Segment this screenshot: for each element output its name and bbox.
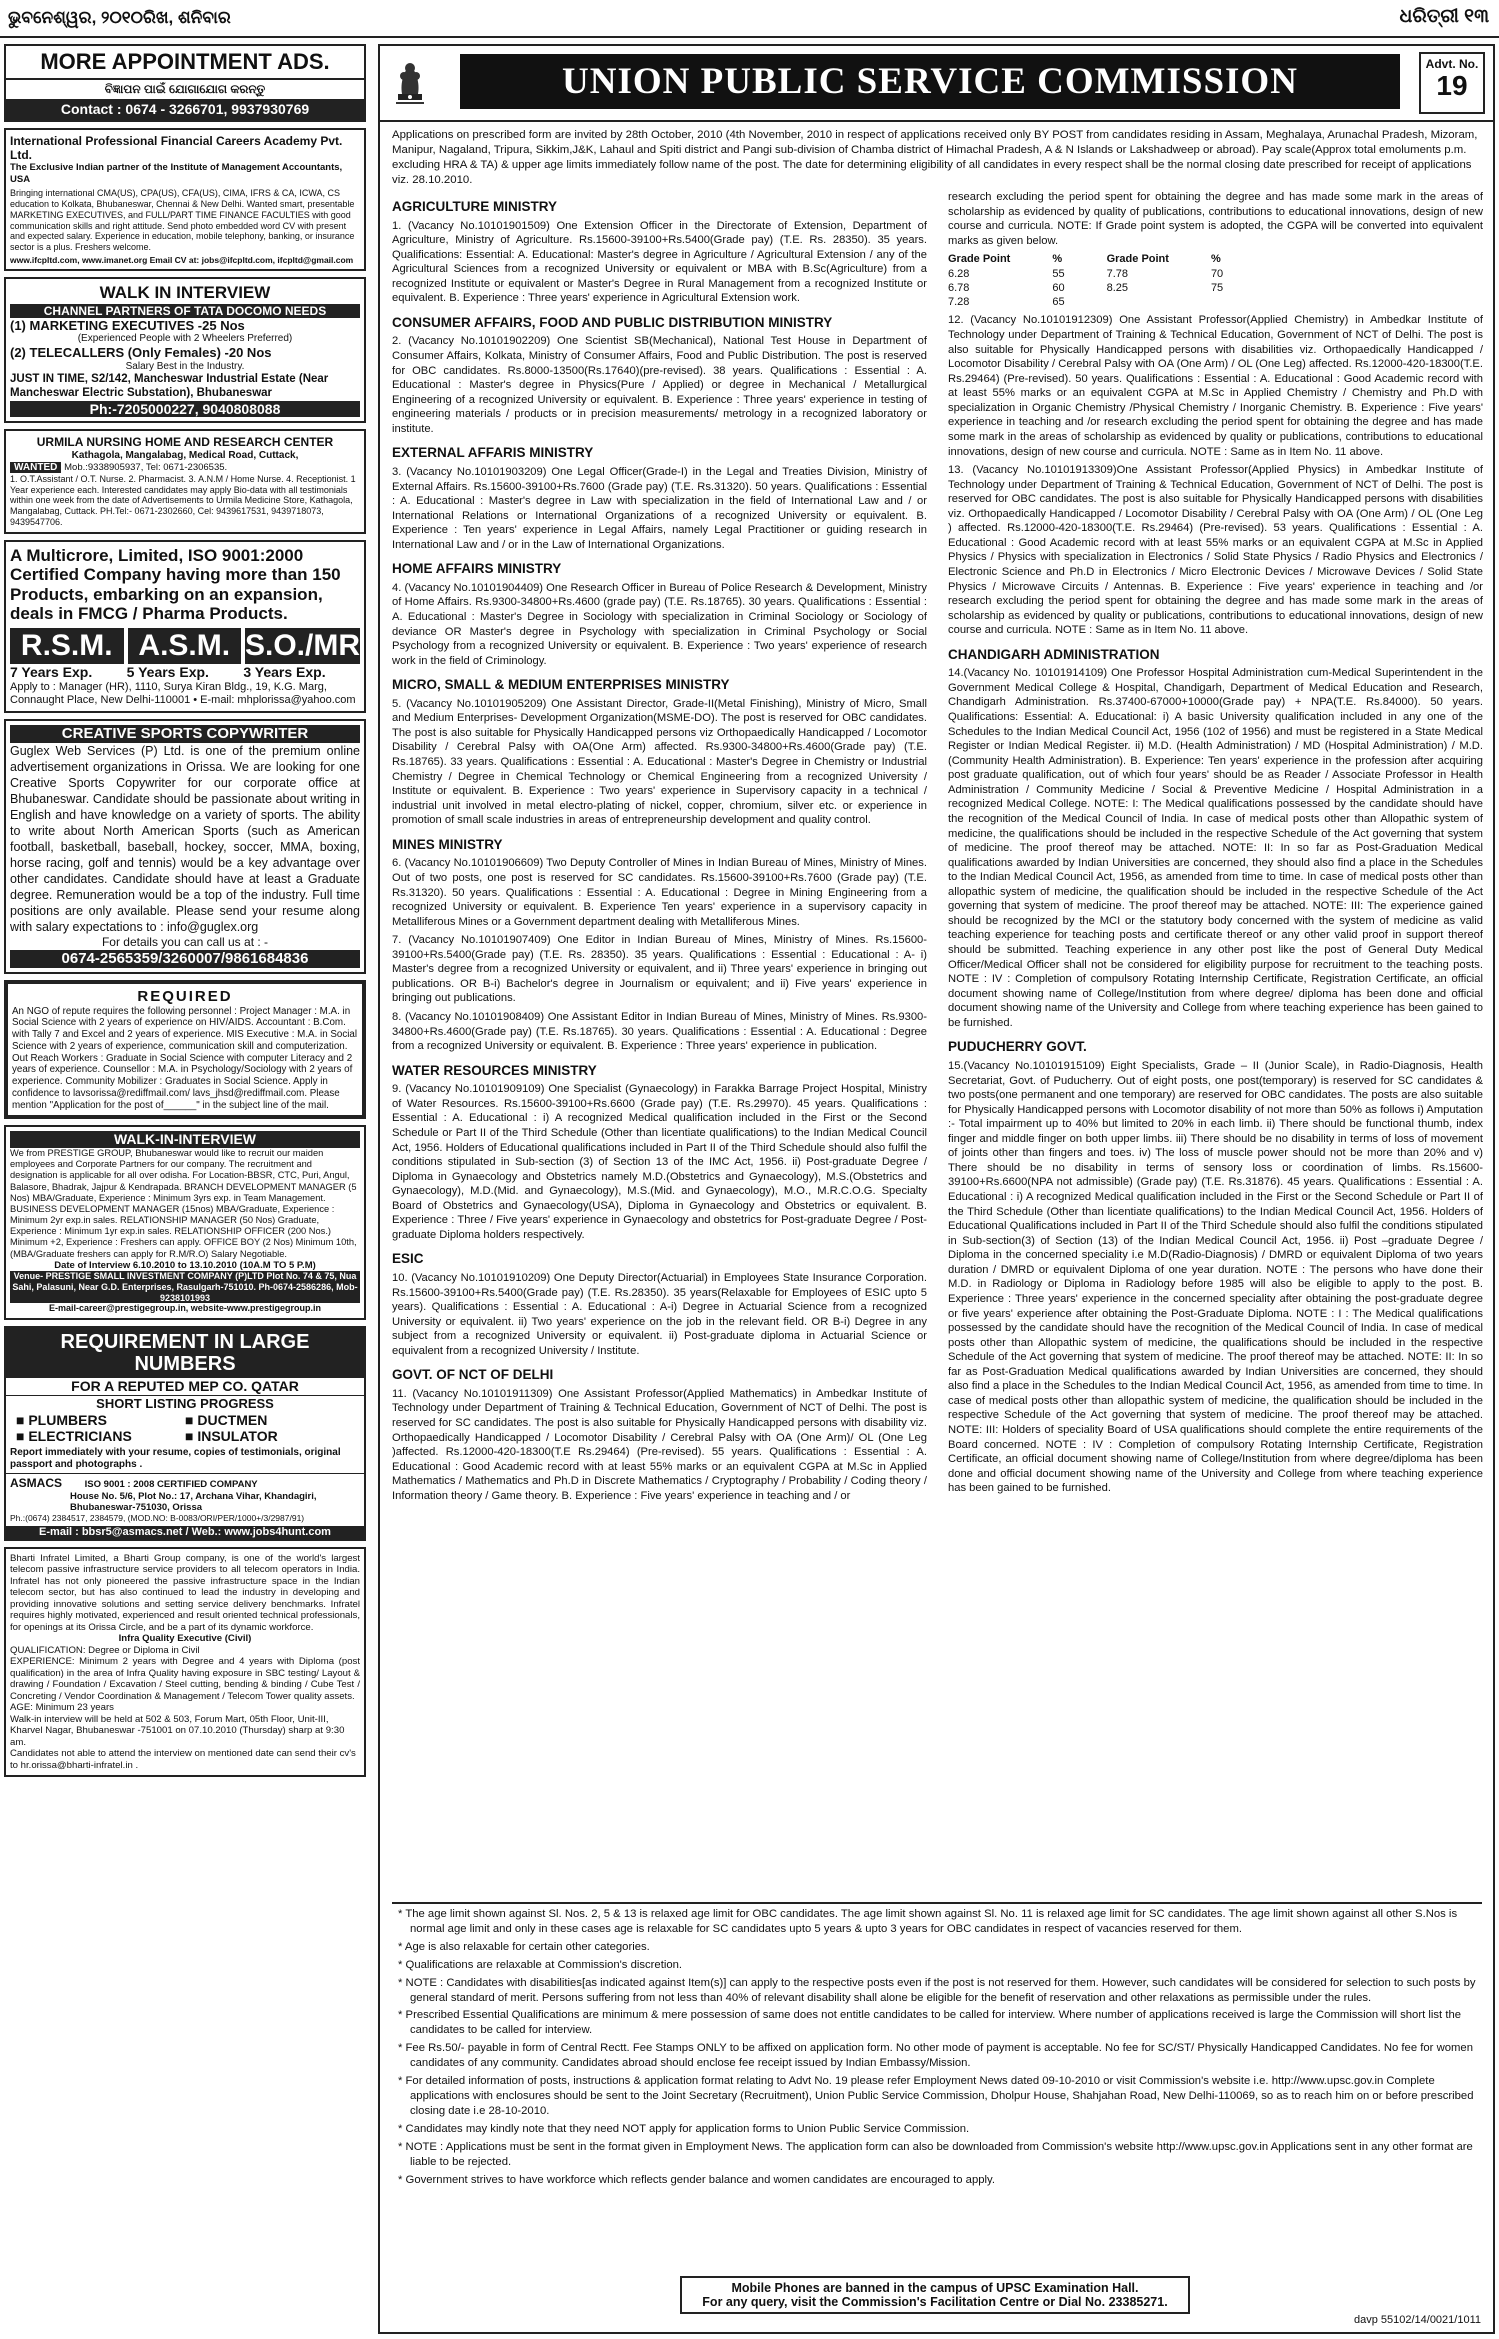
col2-vacancy-item: 13. (Vacancy No.10101913309)One Assistant Professor(Applied Physics) in Ambedkar Institute of Technology under Department of Training & Technical Education, Government of NCT of Delhi. The post is reserved for OBC candidates. The post is also suitable for Physically Handicapped persons with disabilities viz. Orthopaedically Handicapped / Locomotor Disability / Cerebral Palsy with OA (One Arm) / OL (One Leg ) affected. Rs.12000-420-18300(T.E. Rs.29464) (Pre-revised). 53 years. Qualifications : Essential : A. Educational : Good Academic record with at least 55% marks or an equivalent CGPA at M.Sc in Applied Physics / Physics with specialization in Electronics / Solid State Physics / Radio Physics and Electronics / Electronic Science and Ph.D in Electronics / Micro Electronic Devices / Microwave Devices / Solid State Physics / Microwave Circuits / Antennas. B. Experience : Five years' experience in teaching and /or research excluding the period spent for obtaining the degree and has made some mark in the areas of scholarship as evidenced by quality or publications, contributions to educational innovations, design of new course and curricula. NOTE : Same as in Item No. 11 above. [948,464,1483,637]
bharti-role: Infra Quality Executive (Civil) [118,1633,252,1645]
ipfc-title: International Professional Financial Careers Academy Pvt. Ltd. [10,133,343,162]
footer-line-1: Mobile Phones are banned in the campus of UPSC Examination Hall. [731,2281,1139,2295]
table-row [948,281,1265,295]
prestige-venue: Venue- PRESTIGE SMALL INVESTMENT COMPANY (P)LTD Plot No. 74 & 75, Nua Sahi, Palasuni, Near G.D. Enterprises, Rasulgarh-751010. Ph-0674-2586286, Mob-9238101993 [10,1271,360,1303]
mep-note: Report immediately with your resume, copies of testimonials, original passport and photographs . [10,1447,341,1471]
bharti-ad [4,1547,366,1778]
tata-l3: JUST IN TIME, S2/142, Mancheswar Industrial Estate (Near Mancheswar Electric Substation), Bhubaneswar [10,373,329,399]
advt-number-box [1419,52,1485,114]
guglex-phone: 0674-2565359/3260007/9861684836 [10,950,360,968]
bharti-mail: Candidates not able to attend the interview on mentioned date can send their cv's to hr.orissa@bharti-infratel.in . [10,1748,356,1771]
note-item: * Government strives to have workforce which reflects gender balance and women candidates are encouraged to apply. [398,2173,995,2186]
col1-section-heading: MINES MINISTRY [392,836,503,852]
col2-section-heading: CHANDIGARH ADMINISTRATION [948,646,1160,662]
ngo-head: REQUIRED [137,987,233,1005]
col1-vacancy-item: 9. (Vacancy No.10101909109) One Specialist (Gynaecology) in Farakka Barrage Project Hospital, Ministry of Water Resources. Rs.15600-39100+Rs.6600 (Grade pay) (T.E. Rs.29970). 45 years. Qualifications : Essential : A. Educational : i) A recognized Medical qualification included in the First or the Second Schedule or Part II of the Third Schedule (Other than licentiate qualifications) to the Indian Medical Council Act, 1956. Holders of Educational qualifications included in Part II of the Third Schedule should also fulfil the conditions stipulated in Sub-section (3) of Section 13 of the IMC Act, 1956. ii) Post-graduate Degree / Diploma in Gynaecology and Obstetrics namely M.D.(Obstetrics and Gynaecology), M.S.(Obstetrics and Gynaecology), M.D.(Mid. and Gynaecology), M.S.(Mid. and Gynaecology), M.O., M.R.C.O.G. Specialty Board of Obstetrics and Gynaecology(USA), Diploma in Gynaecology and Obstetrics or equivalent. B. Experience : Three / Five years' experience in Gynaecology and obstetrics for Post-graduate Degree / Post-graduate Diploma holders respectively. [392,1083,927,1241]
col1-vacancy-item: 4. (Vacancy No.10101904409) One Research Officer in Bureau of Police Research & Development, Ministry of Home Affairs. Rs.9300-34800+Rs.4600 (grade pay) (T.E. Rs.18765). 30 years. Qualifications : Essential : A. Educational : Master's Degree in Sociology with specialization in Criminal Sociology or Sociology of deviance OR Master's degree in Psychology with specialization in Criminal Psychology or Social Psychology from a recognized University or equivalent. B. Experience : Two years' experience of research work in the field of Criminology. [392,581,927,667]
grade-cell: 55 [1052,267,1065,280]
exp-5: 5 Years Exp. [126,664,209,681]
mep-electricians: ■ ELECTRICIANS [16,1428,132,1445]
grade-cell [1107,295,1211,309]
mep-plumbers: ■ PLUMBERS [16,1411,107,1428]
grade-point-table [948,252,1265,309]
prestige-head: WALK-IN-INTERVIEW [10,1131,360,1148]
upsc-column-left [392,190,927,1890]
grade-cell [1211,295,1265,309]
col1-section-heading: MICRO, SMALL & MEDIUM ENTERPRISES MINISTRY [392,677,730,693]
grade-header-cell: Grade Point [1106,253,1169,266]
grade-cell: 75 [1210,281,1224,294]
masthead-page: ଧରିତ୍ରୀ ୧୩ [1399,6,1489,27]
asmacs-iso: ISO 9001 : 2008 CERTIFIED COMPANY [84,1479,258,1491]
bharti-exp: EXPERIENCE: Minimum 2 years with Degree and 4 years with Diploma (post qualification) in the area of Infra Quality having exposure in SBC testing/ Layout & drawing / Foundation / Excavation / Steel cutting, bending & binding / Cube Test / Concreting / Vendor Coordination & Management / Telecom Tower quality assets. [10,1656,360,1702]
somr-label: S.O./MR [245,629,361,663]
more-ads-box [4,44,366,122]
more-ads-title: MORE APPOINTMENT ADS. [6,46,364,80]
col1-vacancy-item: 10. (Vacancy No.10101910209) One Deputy Director(Actuarial) in Employees State Insurance Corporation. Rs.15600-39100+Rs.5400(Grade pay) (T.E. Rs.28350). 35 years(Relaxable for Employees of ESIC upto 5 years). Qualifications : Essential : A. Educational : A-i) Degree in Actuarial Science from a recognized University or equivalent. ii) Two years' experience on the job in the relevant field. OR B-i) Degree in any subject from a recognized University or equivalent. ii) Post-graduate diploma in Actuarial Science or equivalent from a recognized University / Institute. [392,1272,927,1357]
tata-walkin-sub: CHANNEL PARTNERS OF TATA DOCOMO NEEDS [10,304,360,318]
general-notes [392,1902,1482,2190]
note-item: * Qualifications are relaxable at Commission's discretion. [398,1958,683,1971]
masthead [0,0,1499,38]
ipfc-body: Bringing international CMA(US), CPA(US), CFA(US), CIMA, IFRS & CA, ICWA, CS education to Kolkata, Bhubaneswar, Chennai & New Delhi. Wanted smart, presentable MARKETING EXECUTIVES, and FULL/PART TIME FINANCE FACULTIES with good communication skills and right attitude. Send photo embedded word CV with present and expected salary. Experience in education, mobile telephony, banking, or insurance sector is a plus. Freshers welcome. [10,188,355,253]
note-item: * NOTE : Candidates with disabilities[as indicated against Item(s)] can apply to the respective posts even if the post is not reserved for them. However, such candidates will be considered for selection to such posts by general standard of merit. Persons suffering from not less than 40% of relevant disability shall alone be eligible for the benefit of reservation and other relaxations as permissible under the rules. [398,1976,1476,2004]
mep-sub: FOR A REPUTED MEP CO. QATAR [6,1378,364,1396]
note-item: * NOTE : Applications must be sent in the format given in Employment News. The application form can also be downloaded from Commission's website http://www.upsc.gov.in Applications sent in any other format are liable to be rejected. [398,2140,1473,2168]
col1-section-heading: ESIC [392,1251,424,1267]
fmcg-apply: Apply to : Manager (HR), 1110, Surya Kiran Bldg., 19, K.G. Marg, Connaught Place, New Delhi-110001 • E-mail: mhplorissa@yahoo.com [10,680,356,707]
exp-7: 7 Years Exp. [10,664,93,681]
col1-section-heading: CONSUMER AFFAIRS, FOOD AND PUBLIC DISTRIBUTION MINISTRY [392,314,833,330]
urmila-ad [4,429,366,533]
col1-vacancy-item: 1. (Vacancy No.10101901509) One Extension Officer in the Directorate of Extension, Department of Agriculture, Ministry of Agriculture. Rs.15600-39100+Rs.5400(Grade pay) (T.E. Rs. 28350). 35 years. Qualifications: Essential: A. Educational: Master's degree in Agriculture / Agricultural Extension / any of the Agricultural Sciences from a recognized University or equivalent or MBA with B.Sc(Agriculture) from a recognized Institute or equivalent or Master's Degree in Rural Management from a recognized Institute or equivalent. B. Experience : Three years' experience in Agricultural Extension work. [392,219,927,305]
grade-header-cell: % [1052,253,1063,266]
grade-header-cell: % [1210,253,1221,266]
guglex-body: Guglex Web Services (P) Ltd. is one of the premium online advertisement organizations in Orissa. We are looking for one Creative Sports Copywriter for our corporate office at Bhubaneswar. Candidate should be passionate about writing in English and have knowledge on a variety of sports. The ability to write about North American Sports (such as American football, basketball, baseball, hockey, soccer, MMA, boxing, horse racing, golf and tennis) would be a key advantage over other candidates. Candidate should have at least a Graduate degree. Remuneration would be a top of the industry. Full time positions are only available. Please send your resume along with salary expectations to : info@guglex.org [10,744,360,935]
tata-l2b: Salary Best in the Industry. [125,361,245,373]
col1-section-heading: EXTERNAL AFFARIS MINISTRY [392,445,594,461]
col1-section-heading: WATER RESOURCES MINISTRY [392,1062,597,1078]
col1-vacancy-item: 6. (Vacancy No.10101906609) Two Deputy Controller of Mines in Indian Bureau of Mines, Ministry of Mines. Out of two posts, one post is reserved for SC candidates. Rs.15600-39100+Rs.7600 (Grade pay) (T.E. Rs.31320). 50 years. Qualifications : Essential : A. Educational : Degree in Mining Engineering from a recognized University or equivalent. B. Experience Ten years' experience in a supervisory capacity in Metalliferous Mines or a Government department dealing with Metalliferous Mines. [392,857,927,928]
col1-vacancy-item: 2. (Vacancy No.10101902209) One Scientist SB(Mechanical), National Test House in Department of Consumer Affairs, Kolkata, Ministry of Consumer Affairs, Food and Public Distribution. The post is reserved for OBC candidates. Rs.8000-13500(Rs.17640)(pre-revised). 38 years. Qualifications : Essential : A. Educational : Master's degree in Physics(Pure / Applied) or degree in Mechanical / Metallurgical Engineering of a recognized University or equivalent. B. Experience : Three years' experience in testing of engineering materials / products or in precision measurements/ metrology in a recognized laboratory or institute. [392,335,927,435]
bharti-qual: QUALIFICATION: Degree or Diploma in Civil [10,1644,200,1656]
note-item: * Prescribed Essential Qualifications are minimum & mere possession of same does not entitle candidates to be called for interview. Where number of applications received is large the Commission will short list the candidates to be called for interview. [398,2009,1462,2037]
davp-code: davp 55102/14/0021/1011 [1353,2314,1481,2326]
guglex-ad [4,719,366,973]
col1-vacancy-item: 3. (Vacancy No.10101903209) One Legal Officer(Grade-I) in the Legal and Treaties Division, Ministry of External Affairs. Rs.15600-39100+Rs.7600 (Grade pay) (T.E. Rs.31320). 50 years. Qualifications : Essential : A. Educational : Master's degree in Law with specialization in the field of International Law and / or International Relations or International Organizations of a recognized University or equivalent. B. Experience : Ten years' experience in Legal Affairs, namely Legal Practitioner or guiding research in International Law and / or in the Law of International Organizations. [392,465,927,551]
bharti-walk: Walk-in interview will be held at 502 & 503, Forum Mart, 05th Floor, Unit-III, Kharvel Nagar, Bhubaneswar -751001 on 07.10.2010 (Thursday) sharp at 9:30 am. [10,1713,345,1748]
grade-header-cell: Grade Point [948,253,1011,266]
tata-walkin-head: WALK IN INTERVIEW [99,283,271,303]
urmila-title: URMILA NURSING HOME AND RESEARCH CENTER [36,435,334,450]
prestige-mail: E-mail-career@prestigegroup.in, website-www.prestigegroup.in [49,1303,321,1314]
grade-cell: 70 [1210,267,1224,280]
note-item: * For detailed information of posts, instructions & application format relating to Advt No. 19 please refer Employment News dated 09-10-2010 or visit Commission's website i.e. http://www.upsc.gov.in Complete applications with enclosures should be sent to the Joint Secretary (Recruitment), Union Public Service Commission, Dholpur House, Shahjahan Road, New Delhi-110069, so as to reach him on or before prescribed closing date i.e 28-10-2010. [398,2075,1474,2117]
advt-label: Advt. No. [1425,57,1479,71]
guglex-head: CREATIVE SPORTS COPYWRITER [10,725,360,743]
grade-cell: 6.28 [948,267,970,280]
prestige-date: Date of Interview 6.10.2010 to 13.10.2010 (10A.M TO 5 P.M) [54,1259,316,1271]
col1-section-heading: AGRICULTURE MINISTRY [392,199,557,214]
grade-cell: 7.78 [1106,267,1129,280]
prestige-body: We from PRESTIGE GROUP, Bhubaneswar would like to recruit our maiden employees and Corporate Partners for our company. The recruitment and designation is applicable for all over odisha. For Location-BBSR, CTC, Puri, Angul, Balasore, Bhadrak, Jajpur & Kendrapada. BRANCH DEVELOPMENT MANAGER (5 Nos) MBA/Graduate, Experience : Minimum 3yrs exp. in Team Management. BUSINESS DEVELOPMENT MANAGER (15nos) MBA/Graduate, Experience : Minimum 2yr exp.in sales. RELATIONSHIP MANAGER (50 Nos) Graduate, Experience : Minimum 1yr exp.in sales. RELATIONSHIP OFFICER (200 Nos.) Minimum +2, Experience : Freshers can apply. OFFICE BOY (2 Nos) Minimum 10th, (MBA/Graduate freshers can apply for R.M/R.O) Salary Negotiable. [10,1148,357,1259]
col1-vacancy-item: 7. (Vacancy No.10101907409) One Editor in Indian Bureau of Mines, Ministry of Mines. Rs.15600-39100+Rs.5400(Grade pay) (T.E. Rs. 28350). 35 years. Qualifications : Essential : Educational : A- i) Master's degree from a recognized University or equivalent, and ii) Three years' experience in bringing out publications. OR B-i) Bachelor's degree in Journalism or equivalent; and ii) Five years' experience in bringing out publications. [392,934,927,1005]
grade-cell: 65 [1052,296,1065,309]
upsc-title: UNION PUBLIC SERVICE COMMISSION [460,54,1400,109]
col2-vacancy-item: 15.(Vacancy No.10101915109) Eight Specialists, Grade – II (Junior Scale), in Radio-Diagnosis, Health Secretariat, Govt. of Puducherry. Out of eight posts, one post(temporary) is reserved for SC candidates & two posts(one permanent and one temporary) are reserved for OBC candidates. The posts are also suitable for Physically Handicapped persons with Locomotor disability of not more than 50% as follows i) Amputation :- Total impairment up to 40% but limited to 20% in each limb. ii) There should be functional thumb, index finger and middle finger on both upper limbs. iii) There should be no disability in terms of loss of movement of joints other than fingers and toes. iv) The loss of muscle power should not be more than 20% and v) There should be no disability in terms of sensory loss or coordination of limbs. Rs.15600-39100+Rs.6600(NPA not admissible) (Grade pay) (T.E. Rs.31876). 45 years. Qualifications : Essential : A. Educational : i) A recognized Medical qualification included in the First or the Second Schedule or Part II of the Third Schedule (Other than licentiate qualifications) to the Indian Medical Council Act, 1956. Holders of Educational Qualifications included in Part II of the Third Schedule should also fulfil the conditions stipulated in Sub-section(3) of Section (13) of the Indian Medical Council Act, 1956. ii) Post –graduate Degree / Diploma in the concerned speciality i.e M.D(Radio-Diagnosis) / DMRD or equivalent Diploma of two years duration / DMRD or equivalent Diploma of one year duration. NOTE : The persons who have done their M.D. in Radiology or Diploma in Radiology before 1985 will also be eligible to apply to the post. B. Experience : Three years' experience in the concerned speciality after obtaining the post-graduate degree or five years' experience after obtaining the Post-Graduate Diploma. NOTE : I : The Medical qualifications possessed by the candidate should have the recognition of the Medical Council of India. In case of medical posts other than Allopathic system of medicine, the qualifications should be included in the respective Schedule of the Act governing that system of medicine. The proof thereof may be attached. NOTE: II: In so far as Post-Graduation Medical qualifications awarded by Indian Universities are concerned, they should also find a place in the Schedules to the Indian Medical Council Act, 1956, as amended from time to time. In case of medical posts other than allopathic system of medicine, the qualification should be included in the respective Schedule of the Act governing that system of medicine. The proof thereof may be attached. NOTE: III: Holders of speciality Board of USA qualifications should complete the entire requirements of the Board concerned. NOTE : IV : Completion of compulsory Rotating Internship Certificate, Registration Certificate, an official document showing name of College/Institution from where degree/diploma has been done and official document showing name of the University and College from where teaching experience has been gained to be furnished. [948,1059,1483,1495]
urmila-body: 1. O.T.Assistant / O.T. Nurse. 2. Pharmacist. 3. A.N.M / Home Nurse. 4. Receptionist. 1 Year experience each. Interested candidates may apply Bio-data with all testimonials within one week from the date of Advertisements to Urmila Medicine Store, Kathagola, Mangalabag, Cuttack. PH.Tel:- 0671-2302660, Cel: 9439617531, 9439718073, 9439547706. [10,473,356,528]
asmacs-address: House No. 5/6, Plot No.: 17, Archana Vihar, Khandagiri, Bhubaneswar-751030, Orissa [70,1490,317,1514]
mep-progress: SHORT LISTING PROGRESS [96,1396,274,1412]
mep-ductmen: ■ DUCTMEN [185,1411,268,1428]
mep-ad [4,1326,366,1541]
grade-cell: 7.28 [948,296,970,309]
col1-vacancy-item: 5. (Vacancy No.10101905209) One Assistant Director, Grade-II(Metal Finishing), Ministry of Micro, Small and Medium Enterprises- Development Organization(MSME-DO). The post is reserved for OBC candidates. The post is also suitable for Physically Handicapped persons viz Orthopaedically Handicapped / Locomotor Disability / Cerebral Palsy with OA(One Arm) affected. Rs.9300-34800+Rs.4600(Grade pay) (T.E. Rs.18765). 33 years. Qualifications : Essential : A. Educational : Master's Degree in Chemistry or Industrial Chemistry / Degree in Chemical Technology or Chemical Engineering from a recognized University / Institute or equivalent. B. Experience : Two years' experience in Supervisory capacity in a technical / industrial unit involved in metal electro-plating of nickel, copper, chromium, silver etc. or experience in promotion of small scale industries in areas of entrepreneurship development and quality control. [392,697,927,827]
grade-cell: 60 [1052,281,1065,294]
asmacs-mail: E-mail : bbsr5@asmacs.net / Web.: www.jobs4hunt.com [6,1526,364,1539]
bharti-age: AGE: Minimum 23 years [10,1702,114,1714]
tata-l1b: (Experienced People with 2 Wheelers Preferred) [77,333,293,345]
urmila-mob: Mob.:9338905937, Tel: 0671-2306535. [64,461,228,473]
note-item: * The age limit shown against Sl. Nos. 2, 5 & 13 is relaxed age limit for OBC candidates. The age limit shown against Sl. No. 11 is relaxed age limit for SC candidates. The age limit shown against all other S.Nos is normal age limit and only in these cases age is relaxable for SC candidates upto 5 years & upto 3 years for OBC candidates in respect of vacancies reserved for them. [398,1908,1458,1935]
mep-insulator: ■ INSULATOR [185,1428,278,1445]
urmila-wanted: WANTED [10,462,61,473]
col1-section-heading: HOME AFFAIRS MINISTRY [392,561,562,577]
grade-table-header [948,252,1265,266]
table-row [948,267,1265,281]
mep-head: REQUIREMENT IN LARGE NUMBERS [6,1328,364,1378]
advt-number: 19 [1436,70,1468,101]
rsm-label: R.S.M. [10,628,124,664]
fmcg-body: A Multicrore, Limited, ISO 9001:2000 Certified Company having more than 150 Products, embarking on an expansion, deals in FMCG / Pharma Products. [10,545,341,624]
col2-continuation: research excluding the period spent for obtaining the degree and has made some mark in the areas of scholarship as evidenced by quality of publications, contributions to educational innovations, design of new course and curricula. NOTE: If Grade point system is adopted, the CGPA will be converted into equivalent marks as given below. [948,191,1483,247]
ipfc-ad [4,128,366,272]
col2-section-heading: PUDUCHERRY GOVT. [948,1039,1087,1055]
upsc-header [380,46,1493,122]
tata-phone: Ph:-7205000227, 9040808088 [10,401,360,418]
col2-vacancy-item: 14.(Vacancy No. 10101914109) One Professor Hospital Administration cum-Medical Superintendent in the Government Medical College & Hospital, Chandigarh, Department of Medical Education and Research, Chandigarh Administration. Rs.37400-67000+10000(Grade pay) + NPA(T.E. Rs.84000). 50 years. Qualifications: Essential: A. Educational: i) A basic University qualification included in any one of the Schedules to the Indian Medical Council Act, 1956 (102 of 1956) and must be registered in a State Medical Register or Indian Medical Register. ii) M.D. (Health Administration) / MD (Hospital Administration) / M.D.(Community Health Administration). B. Experience: Ten years' experience in the profession after acquiring post graduate qualification, out of which four years' should be as Reader / Associate Professor in Health Administration / Community Medicine / Social & Preventive Medicine / Hospital Administration in a recognized Medical College. NOTE: I: The Medical qualifications possessed by the candidate should have the recognition of the Medical Council of India. In case of medical posts other than Allopathic system of medicine, the qualifications should be included in the respective Schedule of the Act governing that system of medicine. The proof thereof may be attached. NOTE: II: In so far as Post-Graduation Medical qualifications awarded by Indian Universities are concerned, they should also find a place in the Schedules to the Indian Medical Council Act, 1956, as amended from time to time. In case of medical posts other than allopathic system of medicine, the qualification should be included in the respective Schedule of the Act governing that system of medicine. The proof thereof may be attached. NOTE: III: The experience gained should be recognized by the MCI or the statutory body concerned with the system of medicine as valid teaching experience for teaching posts and certificate thereof or any other valid proof in support thereof should be submitted. Teaching experience in any other post like the post of General Duty Medical Officer/Medical Officer shall not be considered for eligibility purpose for recruitment to the teaching posts. NOTE : IV : Completion of compulsory Rotating Internship Certificate, Registration Certificate, an official document showing name of College/Institution from where degree/ diploma has been done and official document showing name of the University and College from where teaching experience has been gained to be furnished. [948,667,1483,1029]
ngo-body: An NGO of repute requires the following personnel : Project Manager : M.A. in Social Science with 2 years of experience on HIV/AIDS. Accountant : B.Com. with Tally 7 and Excel and 2 years of experience. MIS Executive : M.A. in Social Science with 2 years of experience, communication skill and computerization. Out Reach Workers : Graduate in Social Science with computer Literacy and 2 years of experience. Counsellor : M.A. in Psychology/Sociology with 2 years of experience. Community Mobilizer : Graduates in Social Science. Apply in confidence to lavsorissa@rediffmail.com/ lavs_jhsd@rediffmail.com. Please mention "Application for the post of______" in the subject line of the mail. [12,1005,358,1111]
table-row [948,295,1265,309]
footer-notice [680,2276,1190,2314]
upsc-intro: Applications on prescribed form are invited by 28th October, 2010 (4th November, 2010 in respect of applications received only BY POST from candidates residing in Assam, Meghalaya, Arunachal Pradesh, Mizoram, Manipur, Nagaland, Tripura, Sikkim,J&K, Lahaul and Spiti district and Pangi sub-division of Chamba district of Himachal Pradesh, A & N Islands or Lakshadweep or abroad). Pay scale(Approx total emoluments p.m. excluding HRA & TA) & upper age limits immediately follow name of the post. The date for determining eligibility of all candidates in every respect shall be the normal closing date prescribed for receipt of applications viz. 28.10.2010. [392,129,1478,187]
grade-cell: 6.78 [948,281,970,294]
col1-vacancy-item: 11. (Vacancy No.10101911309) One Assistant Professor(Applied Mathematics) in Ambedkar Institute of Technology under Department of Training & Technical Education, Government of NCT of Delhi. The post is reserved for SC candidates. The post is also suitable for Physically Handicapped persons with disability viz. Orthopaedically Handicapped / Locomotor Disability / Cerebral Palsy with OA (One Arm)/ OL (One Leg )affected. Rs.12000-420-18300(T.E Rs.29464) (Pre-revised). 55 years. Qualifications : Essential : A. Educational : Good Academic record with at least 55% marks or an equivalent CGPA at M.Sc in Applied Mathematics / Mathematics and Ph.D in Discrete Mathematics / Cryptography / Probability / Coding theory / Information theory / Game theory. B. Experience : Five years' experience in teaching and / or [392,1387,927,1502]
ipfc-web: www.ifcpltd.com, www.imanet.org Email CV at: jobs@ifcpltd.com, ifcpltd@gmail.com [10,254,354,265]
masthead-date: ଭୁବନେଶ୍ୱର, ୨୦୧୦ରିଖ, ଶନିବାର [8,8,231,27]
footer-line-2: For any query, visit the Commission's Facilitation Centre or Dial No. 23385271. [702,2295,1168,2309]
upsc-column-right [948,190,1483,1890]
note-item: * Fee Rs.50/- payable in form of Central Rectt. Fee Stamps ONLY to be affixed on application form. No other mode of payment is acceptable. No fee for SC/ST/ Physically Handicapped Candidates. No fee for women candidates of any community. Candidates abroad should enclose fee receipt issued by Indian Embassy/Mission. [398,2042,1474,2070]
more-ads-contact: Contact : 0674 - 3266701, 9937930769 [6,99,364,120]
asmacs-name: ASMACS [10,1476,63,1491]
col2-vacancy-item: 12. (Vacancy No.10101912309) One Assistant Professor(Applied Chemistry) in Ambedkar Institute of Technology under Department of Training & Technical Education, Government of NCT of Delhi. The post is also suitable for Physically Handicapped persons with disabilities viz. Orthopaedically Handicapped / Locomotor Disability / Cerebral Palsy with OA (One Arm) / OL (One Leg) affected. Rs.12000-420-18300(T.E. Rs.29464) (Pre-revised). 50 years. Qualifications : Essential : A. Educational : Good Academic record with at least 55% marks or an equivalent CGPA at M.Sc in Applied Chemistry / Chemistry and Ph.D with specialization in Organic Chemistry /Physical Chemistry / Inorganic Chemistry. B. Experience : Five years' experience in teaching and /or research excluding the period spent for obtaining the degree and has made some mark in the areas of scholarship as evidenced by quality or publications, contributions to educational innovations, design of new course and curricula. NOTE : Same as in Item No. 11 above. [948,314,1483,458]
tata-l1: (1) MARKETING EXECUTIVES -25 Nos [10,317,245,333]
note-item: * Age is also relaxable for certain other categories. [398,1940,650,1953]
upsc-advertisement [378,44,1495,2334]
ashoka-emblem-icon [390,54,430,110]
more-ads-odia: ବିଜ୍ଞାପନ ପାଇଁ ଯୋଗାଯୋଗ କରନ୍ତୁ [104,82,266,97]
asmacs-phone: Ph.:(0674) 2384517, 2384579, (MOD.NO: B-0083/ORI/PER/1000+/3/2987/91) [10,1513,305,1524]
tata-walkin-ad [4,277,366,423]
asm-label: A.S.M. [128,628,242,664]
ipfc-subtitle: The Exclusive Indian partner of the Institute of Management Accountants, USA [10,162,343,185]
urmila-address: Kathagola, Mangalabag, Medical Road, Cuttack, [71,449,299,461]
note-item: * Candidates may kindly note that they need NOT apply for application forms to Union Public Service Commission. [398,2122,970,2135]
left-ad-column [4,44,366,2336]
guglex-call: For details you can call us at : - [101,935,269,950]
col1-vacancy-item: 8. (Vacancy No.10101908409) One Assistant Editor in Indian Bureau of Mines, Ministry of Mines. Rs.9300-34800+Rs.4600(Grade pay) (T.E. Rs.18765). 30 years. Qualifications : Essential : A. Educational : Degree from a recognized University or equivalent. B. Experience : Three years' experience in publication. [392,1011,927,1053]
tata-l2: (2) TELECALLERS (Only Females) -20 Nos [10,345,272,361]
col1-section-heading: GOVT. OF NCT OF DELHI [392,1367,554,1383]
fmcg-ad [4,540,366,713]
grade-cell: 8.25 [1106,281,1129,294]
bharti-body: Bharti Infratel Limited, a Bharti Group company, is one of the world's largest telecom passive infrastructure service providers to all telecom operators in India. Infratel has not only pioneered the passive infrastructure space in the Indian telecom sector, but has also continued to lead the industry in developing and providing innovative solutions and setting service delivery benchmarks. Infratel requires highly motivated, experienced and result oriented technical professionals, for openings at its Orissa Circle, and be a part of its dynamic workforce. [10,1552,360,1633]
ngo-ad [4,980,366,1120]
prestige-ad [4,1125,366,1320]
exp-3: 3 Years Exp. [243,664,326,681]
